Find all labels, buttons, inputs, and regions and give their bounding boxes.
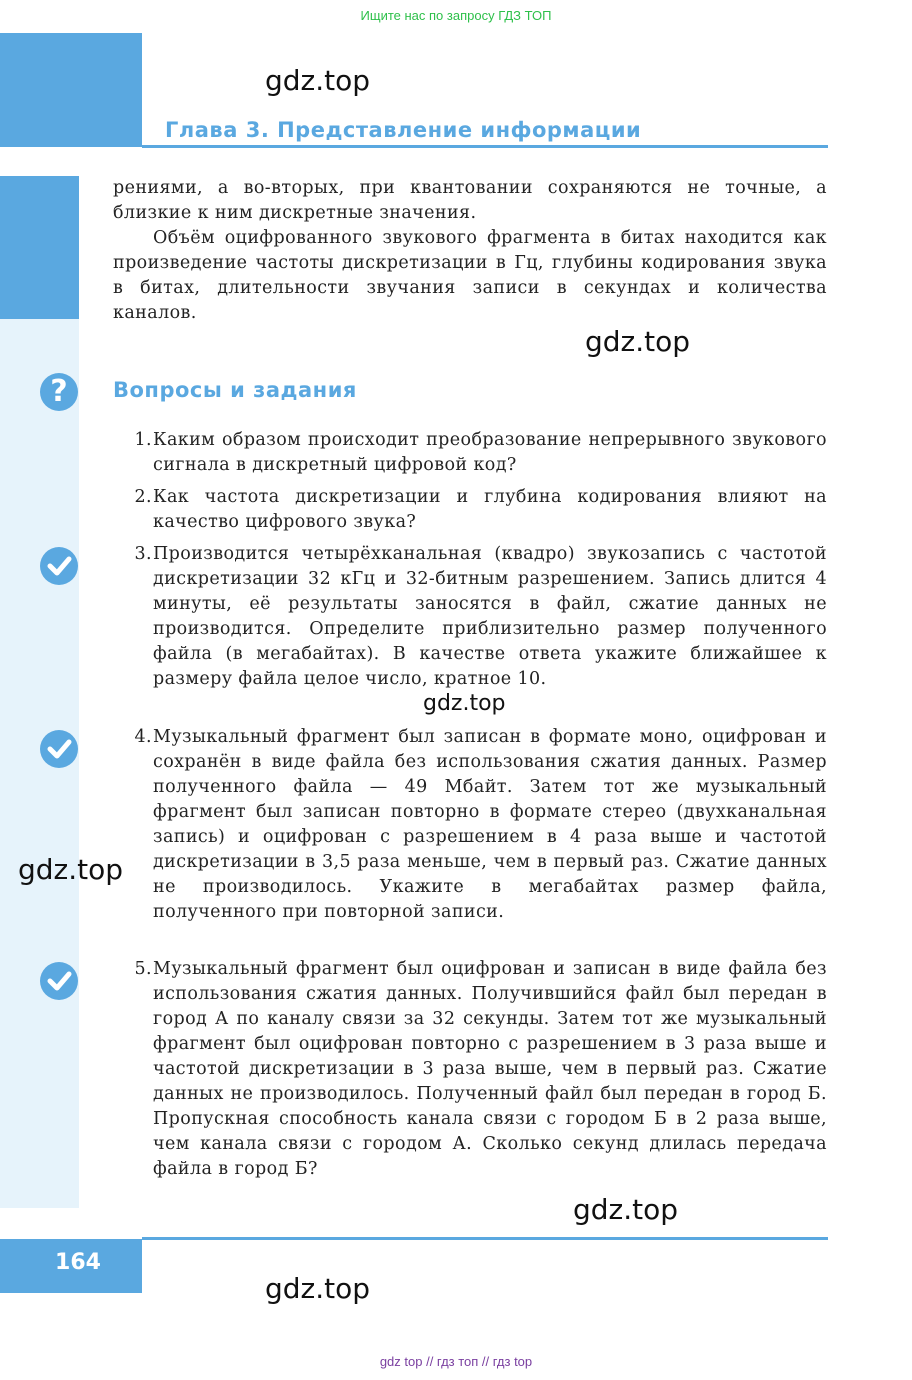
question-text: Музыкальный фрагмент был записан в формате моно, оцифрован и сохранён в виде файла без использования сжатия данных. Размер полученного файла — 49 Мбайт. Затем тот же музыкальный фрагмент был записан повторно в формате стерео (двухканальная запись) и оцифрован с разрешением в 4 раза выше и частотой дискретизации в 3,5 раза меньше, чем в первый раз. Сжатие данных не производилось. Укажите в мегабайтах размер файла, полученного при повторной записи. <box>153 727 827 922</box>
chapter-title: Глава 3. Представление информации <box>165 118 642 142</box>
checkmark-icon <box>40 547 78 585</box>
top-search-note: Ищите нас по запросу ГДЗ ТОП <box>360 8 552 23</box>
question-number: 3. <box>134 544 152 564</box>
paragraph-continued: рениями, а во-вторых, при квантовании сохраняются не точные, а близкие к ним дискретные значения. <box>113 178 827 223</box>
section-title: Вопросы и задания <box>113 378 357 402</box>
question-number: 2. <box>134 487 152 507</box>
watermark: gdz.top <box>18 853 124 886</box>
watermark: gdz.top <box>423 691 506 716</box>
side-margin-band <box>0 176 79 1208</box>
header-accent-block <box>0 33 142 147</box>
watermark: gdz.top <box>573 1193 679 1226</box>
question-text: Музыкальный фрагмент был оцифрован и записан в виде файла без использования сжатия данных. Получившийся файл был передан в город А по каналу связи за 32 секунды. Затем тот же музыкальный фрагмент был оцифрован повторно с разрешением в 3 раза выше и частотой дискретизации в 3 раза выше, чем в первый раз. Сжатие данных не производилось. Полученный файл был передан в город Б. Пропускная способность канала связи с городом Б в 2 раза выше, чем канала связи с городом А. Сколько секунд длилась передача файла в город Б? <box>153 959 827 1179</box>
side-margin-block <box>0 176 79 319</box>
question-icon: ? <box>40 373 78 411</box>
watermark: gdz.top <box>265 1272 371 1305</box>
question-text: Как частота дискретизации и глубина кодирования влияют на качество цифрового звука? <box>153 487 827 532</box>
question-number: 4. <box>134 727 152 747</box>
bottom-note: gdz top // гдз топ // гдз top <box>379 1354 533 1369</box>
checkmark-icon <box>40 730 78 768</box>
page-number: 164 <box>55 1250 101 1275</box>
footer-rule <box>142 1237 828 1240</box>
header-rule <box>142 145 828 148</box>
watermark: gdz.top <box>265 64 371 97</box>
paragraph-volume-formula: Объём оцифрованного звукового фрагмента в битах находится как произведение частоты дискретизации в Гц, глубины кодирования звука в битах, длительности звучания записи в секундах и количества каналов. <box>113 228 827 323</box>
question-text: Каким образом происходит преобразование непрерывного звукового сигнала в дискретный цифровой код? <box>153 430 827 475</box>
question-number: 1. <box>134 430 152 450</box>
question-number: 5. <box>134 959 152 979</box>
checkmark-icon <box>40 962 78 1000</box>
watermark: gdz.top <box>585 325 691 358</box>
question-text: Производится четырёхканальная (квадро) звукозапись с частотой дискретизации 32 кГц и 32-битным разрешением. Запись длится 4 минуты, её результаты заносятся в файл, сжатие данных не производится. Определите приблизительно размер полученного файла (в мегабайтах). В качестве ответа укажите ближайшее к размеру файла целое число, кратное 10. <box>153 544 827 689</box>
